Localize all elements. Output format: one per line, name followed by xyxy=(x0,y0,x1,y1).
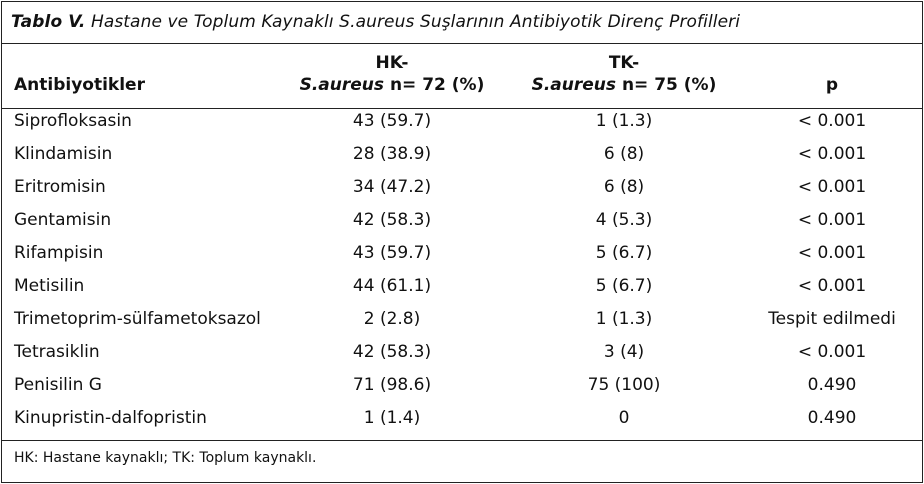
cell-hk: 44 (61.1) xyxy=(352,276,432,296)
table-row xyxy=(2,139,922,172)
caption-divider xyxy=(2,43,922,44)
cell-p: < 0.001 xyxy=(797,276,867,296)
cell-tk: 6 (8) xyxy=(603,177,645,197)
header-hk-top: HK- xyxy=(375,53,409,73)
cell-tk: 1 (1.3) xyxy=(595,309,653,329)
header-tk xyxy=(494,52,754,96)
caption-label: Tablo V. xyxy=(11,12,86,32)
table-row xyxy=(2,205,922,238)
cell-hk: 42 (58.3) xyxy=(352,342,432,362)
table-footnote: HK: Hastane kaynaklı; TK: Toplum kaynaklı. xyxy=(14,450,317,466)
cell-antibiotic: Trimetoprim-sülfametoksazol xyxy=(14,309,261,329)
table-caption xyxy=(11,12,740,32)
cell-p: < 0.001 xyxy=(797,243,867,263)
header-hk-bottom xyxy=(262,74,522,96)
cell-antibiotic: Gentamisin xyxy=(14,210,112,230)
cell-p: < 0.001 xyxy=(797,210,867,230)
header-hk-species: S.aureus xyxy=(299,75,385,95)
cell-p: 0.490 xyxy=(807,375,857,395)
header-tk-bottom xyxy=(494,74,754,96)
table-row xyxy=(2,238,922,271)
cell-hk: 1 (1.4) xyxy=(363,408,421,428)
header-tk-n: n= 75 (%) xyxy=(616,75,717,95)
cell-p: < 0.001 xyxy=(797,342,867,362)
cell-hk: 43 (59.7) xyxy=(352,111,432,131)
cell-p: Tespit edilmedi xyxy=(768,309,896,329)
cell-hk: 28 (38.9) xyxy=(352,144,432,164)
table-row xyxy=(2,370,922,403)
cell-tk: 75 (100) xyxy=(587,375,661,395)
cell-antibiotic: Klindamisin xyxy=(14,144,113,164)
cell-antibiotic: Tetrasiklin xyxy=(14,342,100,362)
header-p: p xyxy=(825,75,839,95)
header-hk-n: n= 72 (%) xyxy=(384,75,485,95)
table-row xyxy=(2,403,922,436)
cell-tk: 5 (6.7) xyxy=(595,243,653,263)
cell-tk: 4 (5.3) xyxy=(595,210,653,230)
header-tk-top: TK- xyxy=(608,53,640,73)
header-antibiotics: Antibiyotikler xyxy=(14,75,145,95)
cell-antibiotic: Penisilin G xyxy=(14,375,102,395)
table-row xyxy=(2,271,922,304)
header-hk xyxy=(262,52,522,96)
cell-hk: 42 (58.3) xyxy=(352,210,432,230)
cell-tk: 1 (1.3) xyxy=(595,111,653,131)
cell-antibiotic: Eritromisin xyxy=(14,177,106,197)
cell-tk: 0 xyxy=(618,408,630,428)
cell-hk: 43 (59.7) xyxy=(352,243,432,263)
cell-antibiotic: Kinupristin-dalfopristin xyxy=(14,408,207,428)
cell-antibiotic: Metisilin xyxy=(14,276,85,296)
cell-p: 0.490 xyxy=(807,408,857,428)
header-tk-species: S.aureus xyxy=(531,75,617,95)
cell-p: < 0.001 xyxy=(797,111,867,131)
cell-hk: 71 (98.6) xyxy=(352,375,432,395)
table-row xyxy=(2,304,922,337)
table-row xyxy=(2,172,922,205)
cell-p: < 0.001 xyxy=(797,144,867,164)
cell-tk: 3 (4) xyxy=(603,342,645,362)
footer-divider xyxy=(2,440,922,441)
cell-p: < 0.001 xyxy=(797,177,867,197)
cell-hk: 2 (2.8) xyxy=(363,309,421,329)
cell-antibiotic: Rifampisin xyxy=(14,243,104,263)
cell-hk: 34 (47.2) xyxy=(352,177,432,197)
caption-text: Hastane ve Toplum Kaynaklı S.aureus Suşlarının Antibiyotik Direnç Profilleri xyxy=(90,12,741,32)
cell-antibiotic: Siprofloksasin xyxy=(14,111,132,131)
table-row xyxy=(2,106,922,139)
cell-tk: 5 (6.7) xyxy=(595,276,653,296)
cell-tk: 6 (8) xyxy=(603,144,645,164)
table-frame xyxy=(1,1,923,483)
table-row xyxy=(2,337,922,370)
